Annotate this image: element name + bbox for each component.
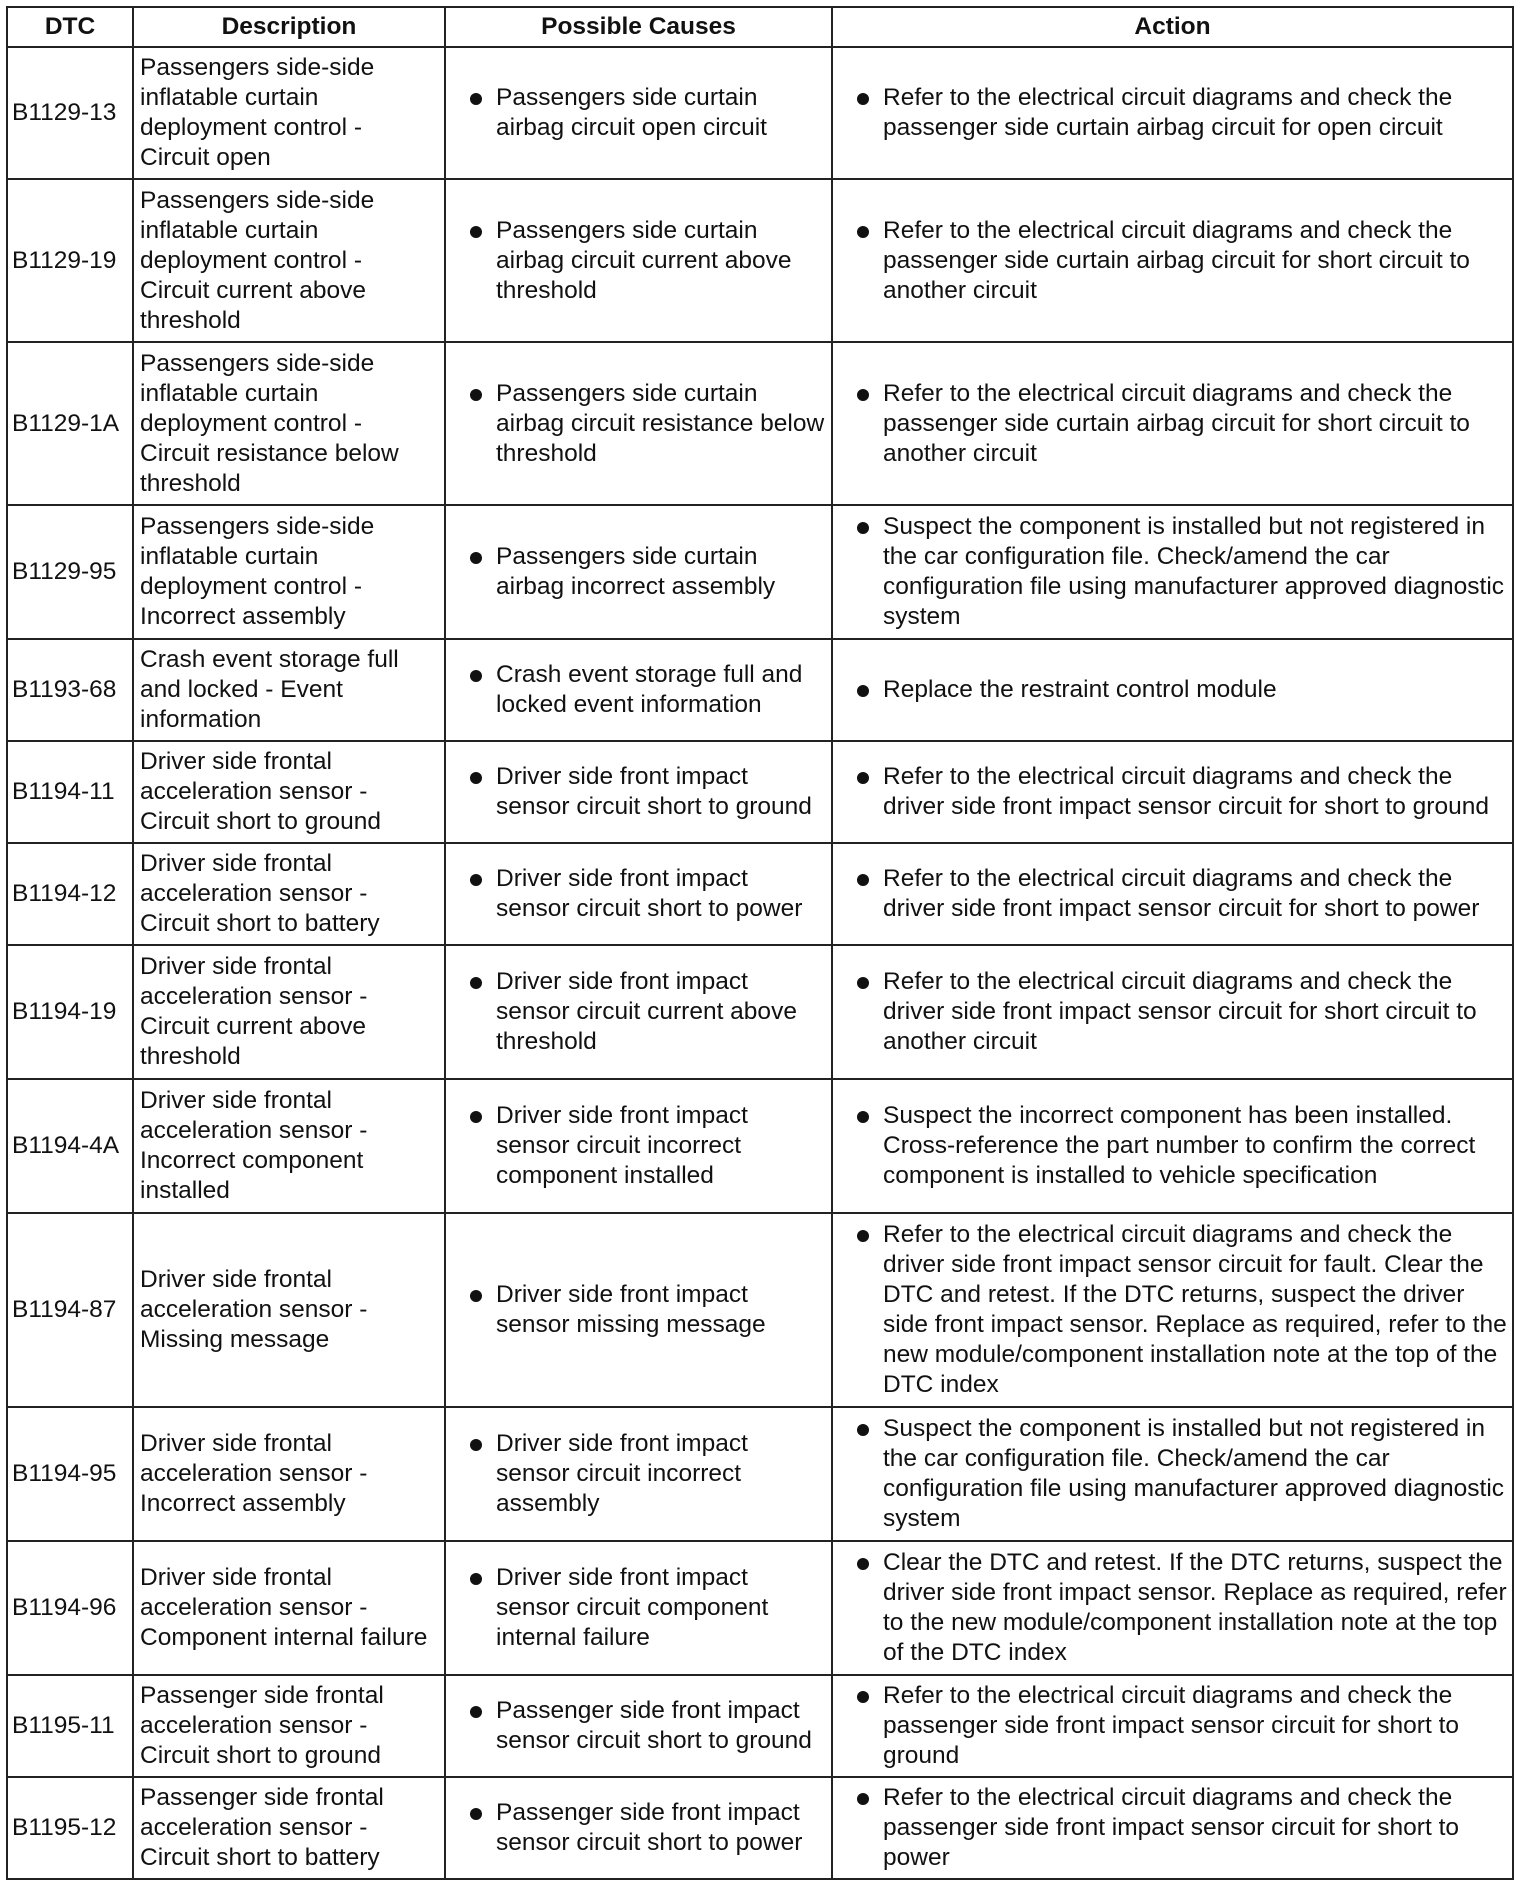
cause-cell bbox=[445, 505, 832, 639]
action-cell bbox=[832, 1079, 1513, 1213]
cause-cell bbox=[445, 1407, 832, 1541]
cause-cell bbox=[445, 1079, 832, 1213]
description-cell: Driver side frontal acceleration sensor - Incorrect assembly bbox=[133, 1407, 445, 1541]
cause-text: Driver side front impact sensor circuit short to power bbox=[496, 865, 803, 922]
dtc-code: B1129-13 bbox=[7, 47, 133, 179]
bullet-icon bbox=[857, 1111, 869, 1123]
dtc-code: B1194-87 bbox=[7, 1213, 133, 1407]
cause-cell bbox=[445, 1777, 832, 1879]
cause-cell bbox=[445, 843, 832, 945]
description-cell: Crash event storage full and locked - Event information bbox=[133, 639, 445, 741]
cause-cell bbox=[445, 1675, 832, 1777]
action-cell bbox=[832, 342, 1513, 505]
dtc-code: B1129-19 bbox=[7, 179, 133, 342]
table-row bbox=[7, 741, 1513, 843]
bullet-icon bbox=[857, 977, 869, 989]
dtc-code: B1194-95 bbox=[7, 1407, 133, 1541]
action-cell bbox=[832, 179, 1513, 342]
action-text: Refer to the electrical circuit diagrams and check the driver side front impact sensor circuit for fault. Clear the DTC and retest. If the DTC returns, suspect the driver side front impact sensor. Replace as required, refer to the new module/component installation note at the top of the DTC index bbox=[883, 1221, 1507, 1398]
cause-text: Driver side front impact sensor circuit incorrect component installed bbox=[496, 1102, 748, 1189]
action-cell bbox=[832, 505, 1513, 639]
action-cell bbox=[832, 1407, 1513, 1541]
dtc-code: B1195-11 bbox=[7, 1675, 133, 1777]
dtc-table bbox=[6, 6, 1514, 1880]
cause-text: Passengers side curtain airbag circuit open circuit bbox=[496, 84, 767, 141]
bullet-icon bbox=[470, 1808, 482, 1820]
cause-text: Passengers side curtain airbag circuit current above threshold bbox=[496, 216, 792, 304]
action-cell bbox=[832, 741, 1513, 843]
action-cell bbox=[832, 47, 1513, 179]
bullet-icon bbox=[470, 93, 482, 105]
description-cell: Passenger side frontal acceleration sensor - Circuit short to battery bbox=[133, 1777, 445, 1879]
bullet-icon bbox=[470, 977, 482, 989]
table-row bbox=[7, 1213, 1513, 1407]
action-text: Suspect the incorrect component has been installed. Cross-reference the part number to confirm the correct component is installed to vehicle specification bbox=[883, 1102, 1476, 1189]
bullet-icon bbox=[470, 874, 482, 886]
dtc-code: B1195-12 bbox=[7, 1777, 133, 1879]
cause-text: Driver side front impact sensor circuit short to ground bbox=[496, 763, 812, 820]
description-cell: Driver side frontal acceleration sensor - Circuit current above threshold bbox=[133, 945, 445, 1079]
cause-text: Driver side front impact sensor circuit current above threshold bbox=[496, 968, 797, 1055]
cause-text: Passenger side front impact sensor circuit short to ground bbox=[496, 1697, 812, 1754]
description-cell: Passengers side-side inflatable curtain deployment control - Circuit open bbox=[133, 47, 445, 179]
bullet-icon bbox=[470, 389, 482, 401]
cause-cell bbox=[445, 179, 832, 342]
bullet-icon bbox=[857, 1230, 869, 1242]
description-cell: Driver side frontal acceleration sensor - Circuit short to battery bbox=[133, 843, 445, 945]
cause-text: Driver side front impact sensor circuit incorrect assembly bbox=[496, 1430, 748, 1517]
bullet-icon bbox=[470, 1111, 482, 1123]
description-cell: Passengers side-side inflatable curtain deployment control - Circuit current above threshold bbox=[133, 179, 445, 342]
action-cell bbox=[832, 1213, 1513, 1407]
dtc-code: B1129-95 bbox=[7, 505, 133, 639]
cause-cell bbox=[445, 945, 832, 1079]
action-text: Refer to the electrical circuit diagrams and check the passenger side curtain airbag circuit for open circuit bbox=[883, 84, 1453, 141]
description-cell: Passengers side-side inflatable curtain deployment control - Incorrect assembly bbox=[133, 505, 445, 639]
bullet-icon bbox=[470, 226, 482, 238]
bullet-icon bbox=[857, 874, 869, 886]
description-cell: Passenger side frontal acceleration sensor - Circuit short to ground bbox=[133, 1675, 445, 1777]
bullet-icon bbox=[857, 93, 869, 105]
dtc-code: B1194-96 bbox=[7, 1541, 133, 1675]
bullet-icon bbox=[470, 1290, 482, 1302]
description-cell: Passengers side-side inflatable curtain deployment control - Circuit resistance below threshold bbox=[133, 342, 445, 505]
table-row bbox=[7, 1407, 1513, 1541]
dtc-code: B1194-19 bbox=[7, 945, 133, 1079]
action-text: Refer to the electrical circuit diagrams and check the driver side front impact sensor circuit for short circuit to another circuit bbox=[883, 968, 1477, 1055]
cause-cell bbox=[445, 1541, 832, 1675]
dtc-code: B1194-11 bbox=[7, 741, 133, 843]
action-text: Refer to the electrical circuit diagrams and check the passenger side curtain airbag circuit for short circuit to another circuit bbox=[883, 216, 1470, 304]
table-row bbox=[7, 179, 1513, 342]
dtc-code: B1194-12 bbox=[7, 843, 133, 945]
bullet-icon bbox=[857, 772, 869, 784]
dtc-code: B1194-4A bbox=[7, 1079, 133, 1213]
bullet-icon bbox=[857, 685, 869, 697]
cause-text: Passengers side curtain airbag incorrect assembly bbox=[496, 543, 776, 600]
bullet-icon bbox=[857, 1691, 869, 1703]
description-cell: Driver side frontal acceleration sensor - Circuit short to ground bbox=[133, 741, 445, 843]
dtc-code: B1193-68 bbox=[7, 639, 133, 741]
cause-text: Passenger side front impact sensor circuit short to power bbox=[496, 1799, 803, 1856]
table-row bbox=[7, 1675, 1513, 1777]
cause-cell bbox=[445, 47, 832, 179]
bullet-icon bbox=[470, 670, 482, 682]
action-cell bbox=[832, 1777, 1513, 1879]
bullet-icon bbox=[470, 1573, 482, 1585]
cause-text: Crash event storage full and locked event information bbox=[496, 661, 803, 718]
cause-cell bbox=[445, 741, 832, 843]
table-row bbox=[7, 1541, 1513, 1675]
action-text: Refer to the electrical circuit diagrams and check the passenger side curtain airbag circuit for short circuit to another circuit bbox=[883, 379, 1470, 467]
action-text: Refer to the electrical circuit diagrams and check the driver side front impact sensor circuit for short to power bbox=[883, 865, 1480, 922]
table-row bbox=[7, 47, 1513, 179]
bullet-icon bbox=[470, 1439, 482, 1451]
action-text: Suspect the component is installed but not registered in the car configuration file. Check/amend the car configuration file using manufacturer approved diagnostic system bbox=[883, 513, 1505, 630]
header-dtc: DTC bbox=[7, 7, 133, 47]
cause-cell bbox=[445, 639, 832, 741]
bullet-icon bbox=[857, 522, 869, 534]
description-cell: Driver side frontal acceleration sensor - Missing message bbox=[133, 1213, 445, 1407]
description-cell: Driver side frontal acceleration sensor - Incorrect component installed bbox=[133, 1079, 445, 1213]
bullet-icon bbox=[857, 226, 869, 238]
description-cell: Driver side frontal acceleration sensor - Component internal failure bbox=[133, 1541, 445, 1675]
table-row bbox=[7, 1777, 1513, 1879]
dtc-document bbox=[6, 6, 1512, 1880]
header-action: Action bbox=[832, 7, 1513, 47]
action-text: Refer to the electrical circuit diagrams and check the passenger side front impact sensor circuit for short to power bbox=[883, 1784, 1460, 1871]
bullet-icon bbox=[470, 1706, 482, 1718]
header-description: Description bbox=[133, 7, 445, 47]
table-header-row bbox=[7, 7, 1513, 47]
table-row bbox=[7, 843, 1513, 945]
bullet-icon bbox=[857, 1793, 869, 1805]
table-row bbox=[7, 342, 1513, 505]
action-cell bbox=[832, 945, 1513, 1079]
table-row bbox=[7, 945, 1513, 1079]
dtc-code: B1129-1A bbox=[7, 342, 133, 505]
cause-text: Driver side front impact sensor missing message bbox=[496, 1281, 766, 1338]
bullet-icon bbox=[470, 772, 482, 784]
action-text: Replace the restraint control module bbox=[883, 676, 1277, 703]
action-text: Refer to the electrical circuit diagrams and check the driver side front impact sensor circuit for short to ground bbox=[883, 763, 1489, 820]
cause-cell bbox=[445, 342, 832, 505]
action-text: Suspect the component is installed but not registered in the car configuration file. Check/amend the car configuration file using manufacturer approved diagnostic system bbox=[883, 1415, 1505, 1532]
action-text: Clear the DTC and retest. If the DTC returns, suspect the driver side front impact sensor. Replace as required, refer to the new module/component installation note at the top of the DTC index bbox=[883, 1549, 1507, 1666]
table-row bbox=[7, 1079, 1513, 1213]
action-cell bbox=[832, 843, 1513, 945]
cause-text: Driver side front impact sensor circuit component internal failure bbox=[496, 1564, 769, 1651]
action-cell bbox=[832, 639, 1513, 741]
cause-cell bbox=[445, 1213, 832, 1407]
cause-text: Passengers side curtain airbag circuit resistance below threshold bbox=[496, 379, 825, 467]
bullet-icon bbox=[857, 1424, 869, 1436]
table-row bbox=[7, 639, 1513, 741]
action-cell bbox=[832, 1541, 1513, 1675]
bullet-icon bbox=[470, 552, 482, 564]
action-cell bbox=[832, 1675, 1513, 1777]
bullet-icon bbox=[857, 389, 869, 401]
bullet-icon bbox=[857, 1558, 869, 1570]
action-text: Refer to the electrical circuit diagrams and check the passenger side front impact sensor circuit for short to ground bbox=[883, 1682, 1460, 1769]
table-row bbox=[7, 505, 1513, 639]
header-possible-causes: Possible Causes bbox=[445, 7, 832, 47]
